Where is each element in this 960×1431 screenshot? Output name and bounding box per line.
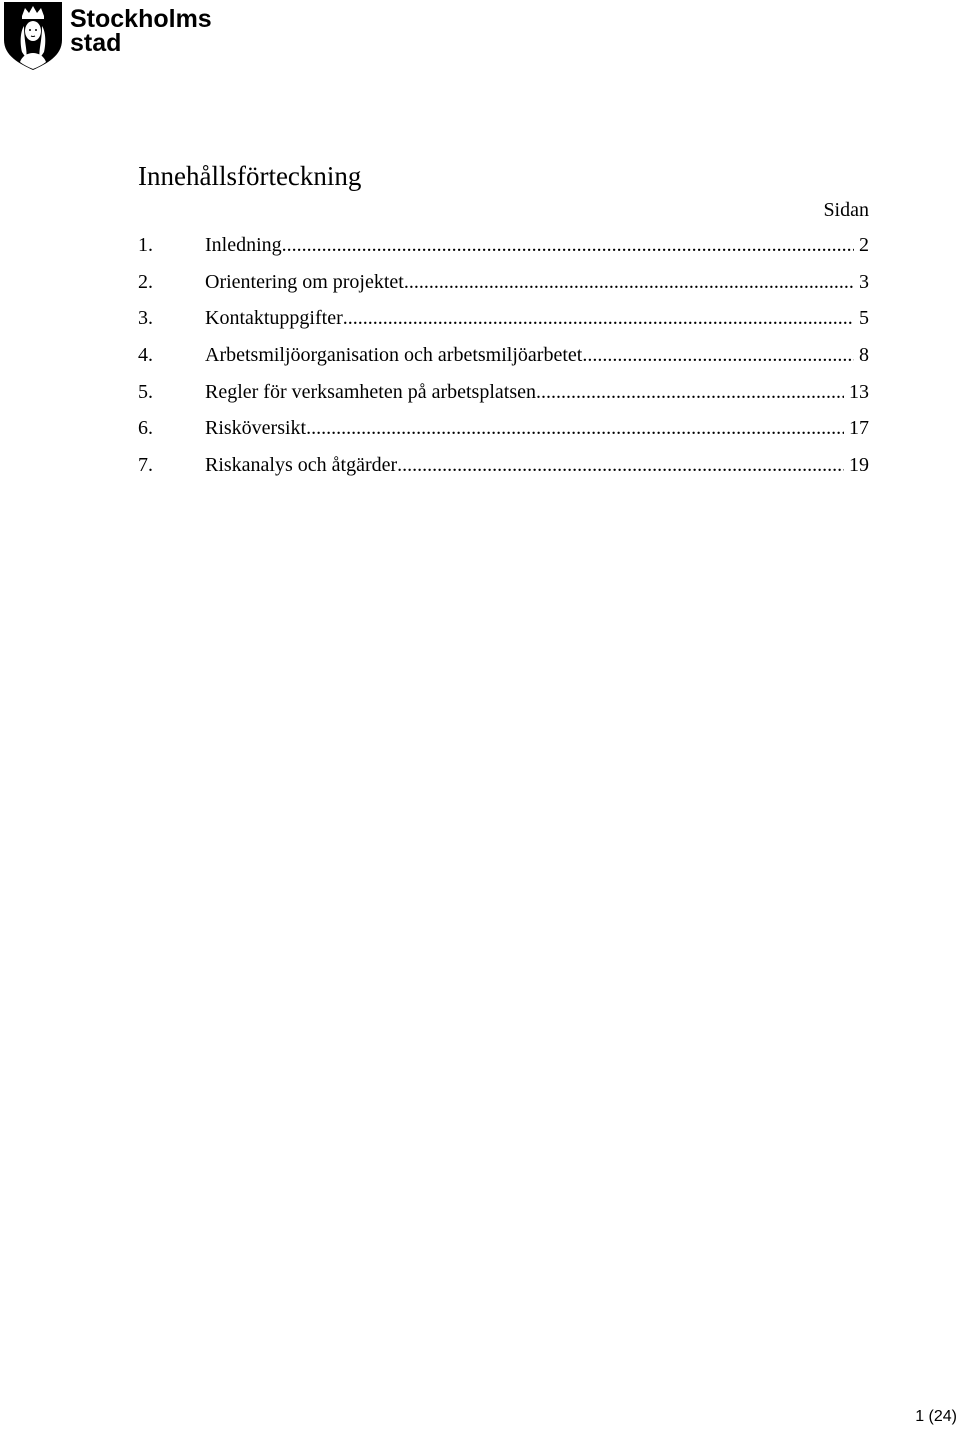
toc-entry-page: 17: [849, 417, 869, 440]
page-indicator: 1 (24): [915, 1408, 957, 1425]
toc-entry-2[interactable]: [138, 268, 869, 305]
dot-leader: [282, 231, 854, 259]
dot-leader: [306, 414, 844, 442]
toc-entry-page: 2: [859, 234, 869, 256]
toc-entry-title: Regler för verksamheten på arbetsplatsen: [205, 380, 536, 403]
toc-entry-6[interactable]: [138, 414, 869, 451]
dot-leader: [582, 341, 854, 369]
toc-entry-number: 2.: [138, 270, 153, 293]
toc-entry-number: 3.: [138, 307, 153, 330]
toc-entry-7[interactable]: [138, 451, 869, 488]
page-column-label: Sidan: [823, 199, 869, 221]
toc-entry-title: Arbetsmiljöorganisation och arbetsmiljöarbetet: [205, 344, 583, 367]
toc-entry-page: 5: [859, 307, 869, 330]
logo-wordmark-line2: stad: [70, 29, 122, 57]
toc-entry-title: Kontaktuppgifter: [205, 307, 343, 330]
toc-entry-page: 8: [859, 344, 869, 367]
toc-entry-page: 19: [849, 454, 869, 477]
dot-leader: [343, 304, 854, 332]
dot-leader: [404, 268, 854, 296]
toc-entry-title: Riskanalys och åtgärder: [205, 454, 398, 477]
toc-entry-title: Risköversikt: [205, 417, 307, 440]
toc-entry-number: 5.: [138, 380, 153, 403]
toc-entry-number: 7.: [138, 454, 153, 477]
toc-entry-page: 13: [849, 380, 869, 403]
table-of-contents: [138, 231, 869, 488]
dot-leader: [397, 451, 844, 479]
toc-entry-number: 1.: [138, 234, 153, 256]
toc-entry-title: Inledning: [205, 234, 282, 256]
dot-leader: [536, 378, 844, 406]
toc-entry-5[interactable]: [138, 378, 869, 415]
toc-entry-page: 3: [859, 270, 869, 293]
toc-entry-title: Orientering om projektet: [205, 270, 404, 293]
toc-entry-number: 4.: [138, 344, 153, 367]
logo: [2, 0, 212, 72]
toc-entry-1[interactable]: [138, 231, 869, 268]
shield-crown-coat-of-arms-icon: [2, 0, 212, 72]
toc-entry-number: 6.: [138, 417, 153, 440]
toc-entry-4[interactable]: [138, 341, 869, 378]
toc-entry-3[interactable]: [138, 304, 869, 341]
logo-wordmark-line1: Stockholms: [70, 5, 212, 33]
toc-heading: Innehållsförteckning: [138, 161, 362, 191]
